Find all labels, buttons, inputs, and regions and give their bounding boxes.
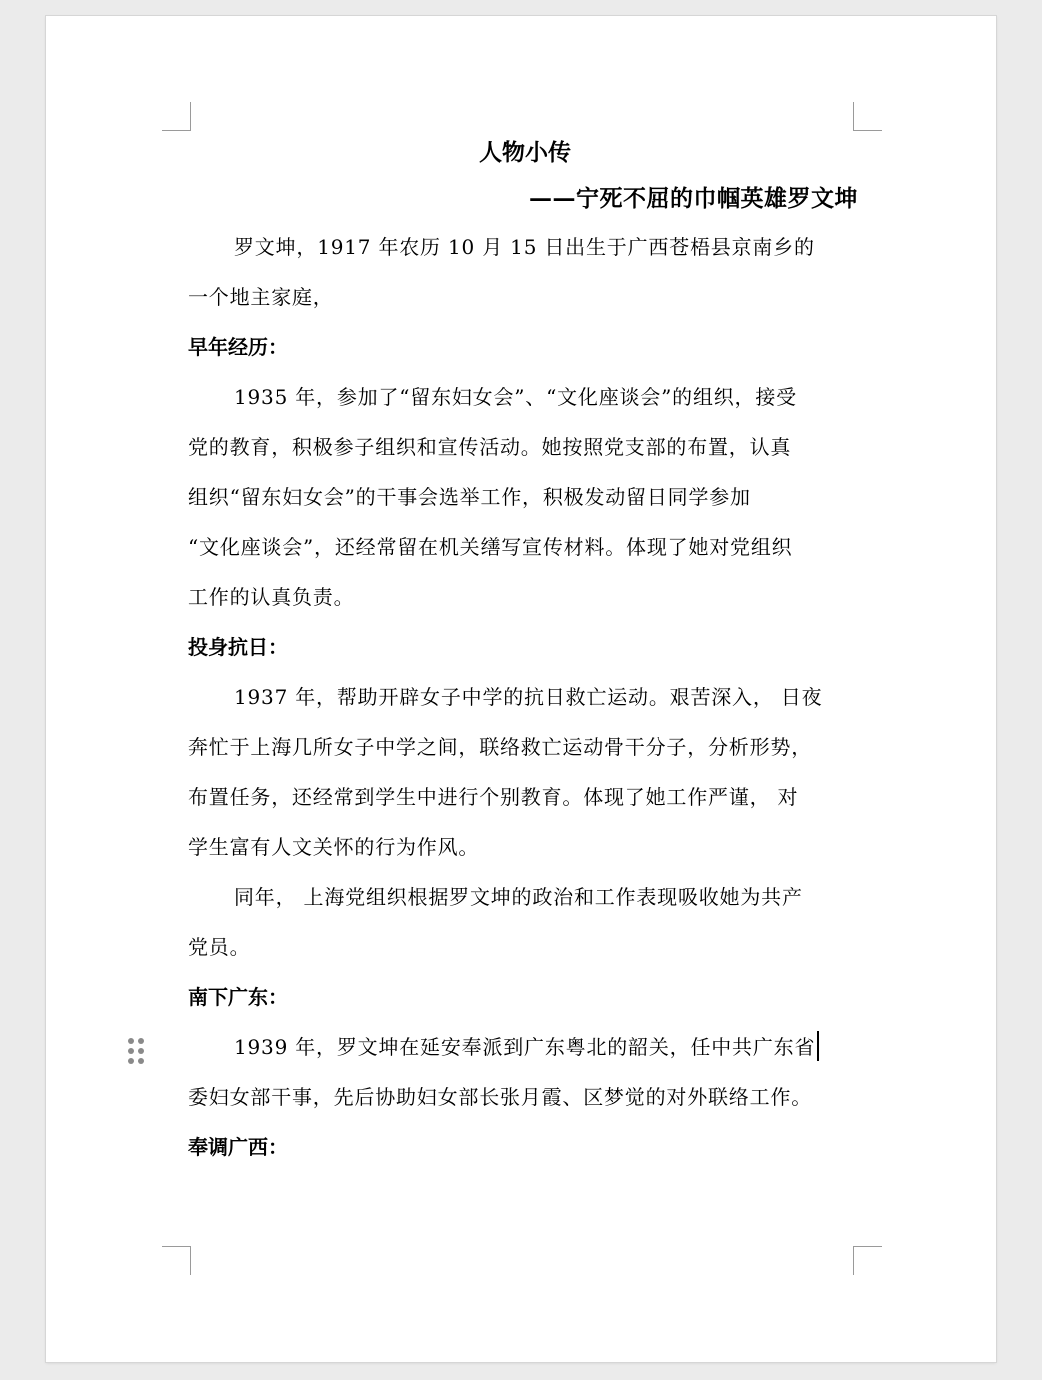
paragraph-line: 1937 年，帮助开辟女子中学的抗日救亡运动。艰苦深入， 日夜 [234, 685, 823, 709]
intro-line-2: 一个地主家庭， [188, 285, 334, 309]
intro-paragraph [188, 222, 854, 322]
paragraph-line: 奔忙于上海几所女子中学之间，联络救亡运动骨干分子，分析形势， [188, 735, 812, 759]
paragraph-line: 委妇女部干事，先后协助妇女部长张月霞、区梦觉的对外联络工作。 [188, 1085, 812, 1109]
document-body[interactable] [188, 130, 858, 1172]
document-title: 人物小传 [479, 139, 571, 166]
document-subtitle: ——宁死不屈的巾帼英雄罗文坤 [529, 185, 858, 212]
document-page [46, 16, 996, 1362]
top-left-margin-mark [162, 102, 191, 131]
top-right-margin-mark [853, 102, 882, 131]
section-heading-anti-japanese: 投身抗日： [188, 635, 288, 659]
bottom-right-margin-mark [853, 1246, 882, 1275]
section-heading-guangdong: 南下广东： [188, 985, 288, 1009]
section-heading-early-life: 早年经历： [188, 335, 288, 359]
paragraph-line: “文化座谈会”，还经常留在机关缮写宣传材料。体现了她对党组织 [188, 535, 793, 559]
paragraph-line: 工作的认真负责。 [188, 585, 355, 609]
paragraph-line: 同年， 上海党组织根据罗文坤的政治和工作表现吸收她为共产 [234, 885, 803, 909]
paragraph-line: 组织“留东妇女会”的干事会选举工作，积极发动留日同学参加 [188, 485, 751, 509]
paragraph-line: 党的教育，积极参子组织和宣传活动。她按照党支部的布置，认真 [188, 435, 792, 459]
paragraph-line: 1935 年，参加了“留东妇女会”、“文化座谈会”的组织，接受 [234, 385, 797, 409]
section-paragraph-guangdong [188, 1022, 854, 1122]
paragraph-line-text: 1939 年，罗文坤在延安奉派到广东粤北的韶关，任中共广东省 [234, 1035, 816, 1059]
paragraph-line: 布置任务，还经常到学生中进行个别教育。体现了她工作严谨， 对 [188, 785, 799, 809]
section-heading-guangxi: 奉调广西： [188, 1135, 288, 1159]
paragraph-drag-handle-icon[interactable] [128, 1038, 146, 1066]
paragraph-line [188, 1022, 854, 1072]
paragraph-line: 学生富有人文关怀的行为作风。 [188, 835, 480, 859]
bottom-left-margin-mark [162, 1246, 191, 1275]
paragraph-line: 党员。 [188, 935, 251, 959]
section-paragraph-anti-japanese [188, 672, 854, 872]
intro-line-1: 罗文坤，1917 年农历 10 月 15 日出生于广西苍梧县京南乡的 [234, 235, 815, 259]
section-paragraph-party-membership [188, 872, 854, 972]
text-cursor [817, 1031, 819, 1061]
section-paragraph-early-life [188, 372, 854, 622]
